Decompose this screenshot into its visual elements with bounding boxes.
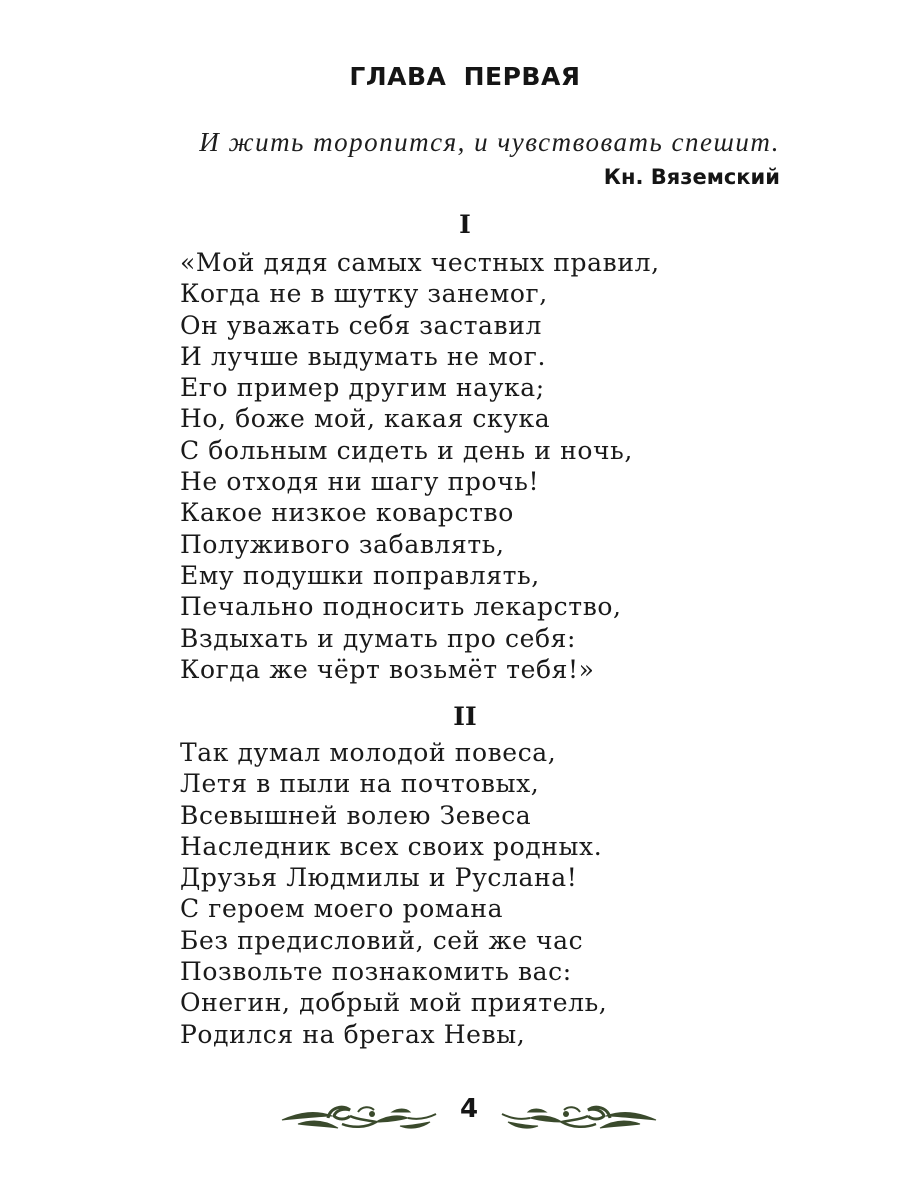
- verse-line: Друзья Людмилы и Руслана!: [180, 863, 578, 893]
- verse-line: Вздыхать и думать про себя:: [180, 623, 577, 653]
- verse-line: Его пример другим наука;: [180, 373, 545, 403]
- chapter-title: ГЛАВА ПЕРВАЯ: [349, 62, 581, 91]
- epigraph-author: Кн. Вяземский: [603, 165, 780, 189]
- verse-line: Наследник всех своих родных.: [180, 831, 603, 861]
- verse-line: Когда же чёрт возьмёт тебя!»: [180, 654, 595, 684]
- verse-line: Не отходя ни шагу прочь!: [180, 467, 540, 497]
- verse-line: Печально подносить лекарство,: [180, 592, 622, 622]
- page-number: 4: [459, 1094, 479, 1124]
- stanza-1: [180, 247, 660, 685]
- verse-line: Без предисловий, сей же час: [180, 925, 584, 955]
- verse-line: Так думал молодой повеса,: [180, 738, 557, 767]
- stanza-number-1: I: [459, 210, 471, 239]
- stanza-number-2: II: [453, 702, 477, 731]
- verse-line: Он уважать себя заставил: [180, 310, 542, 340]
- verse-line: Но, боже мой, какая скука: [180, 404, 551, 434]
- verse-line: С больным сидеть и день и ночь,: [180, 435, 633, 465]
- verse-line: Позвольте познакомить вас:: [180, 957, 572, 987]
- verse-line: Ему подушки поправлять,: [180, 560, 540, 590]
- verse-line: «Мой дядя самых честных правил,: [180, 248, 660, 277]
- flourish-vine-icon: [280, 1098, 440, 1134]
- verse-line: Онегин, добрый мой приятель,: [180, 988, 608, 1018]
- verse-line: И лучше выдумать не мог.: [180, 341, 547, 371]
- flourish-vine-icon: [498, 1098, 658, 1134]
- verse-line: Родился на брегах Невы,: [180, 1019, 526, 1049]
- verse-line: Полуживого забавлять,: [180, 529, 505, 559]
- verse-line: Когда не в шутку занемог,: [180, 279, 548, 309]
- stanza-2: [180, 737, 607, 1050]
- verse-line: Летя в пыли на почтовых,: [180, 769, 540, 799]
- epigraph: [199, 126, 780, 192]
- verse-line: Какое низкое коварство: [180, 498, 514, 528]
- verse-line: Всевышней волею Зевеса: [180, 800, 532, 830]
- verse-line: С героем моего романа: [180, 894, 504, 924]
- page-footer: [280, 1092, 660, 1142]
- epigraph-text: И жить торопится, и чувствовать спешит.: [199, 127, 780, 157]
